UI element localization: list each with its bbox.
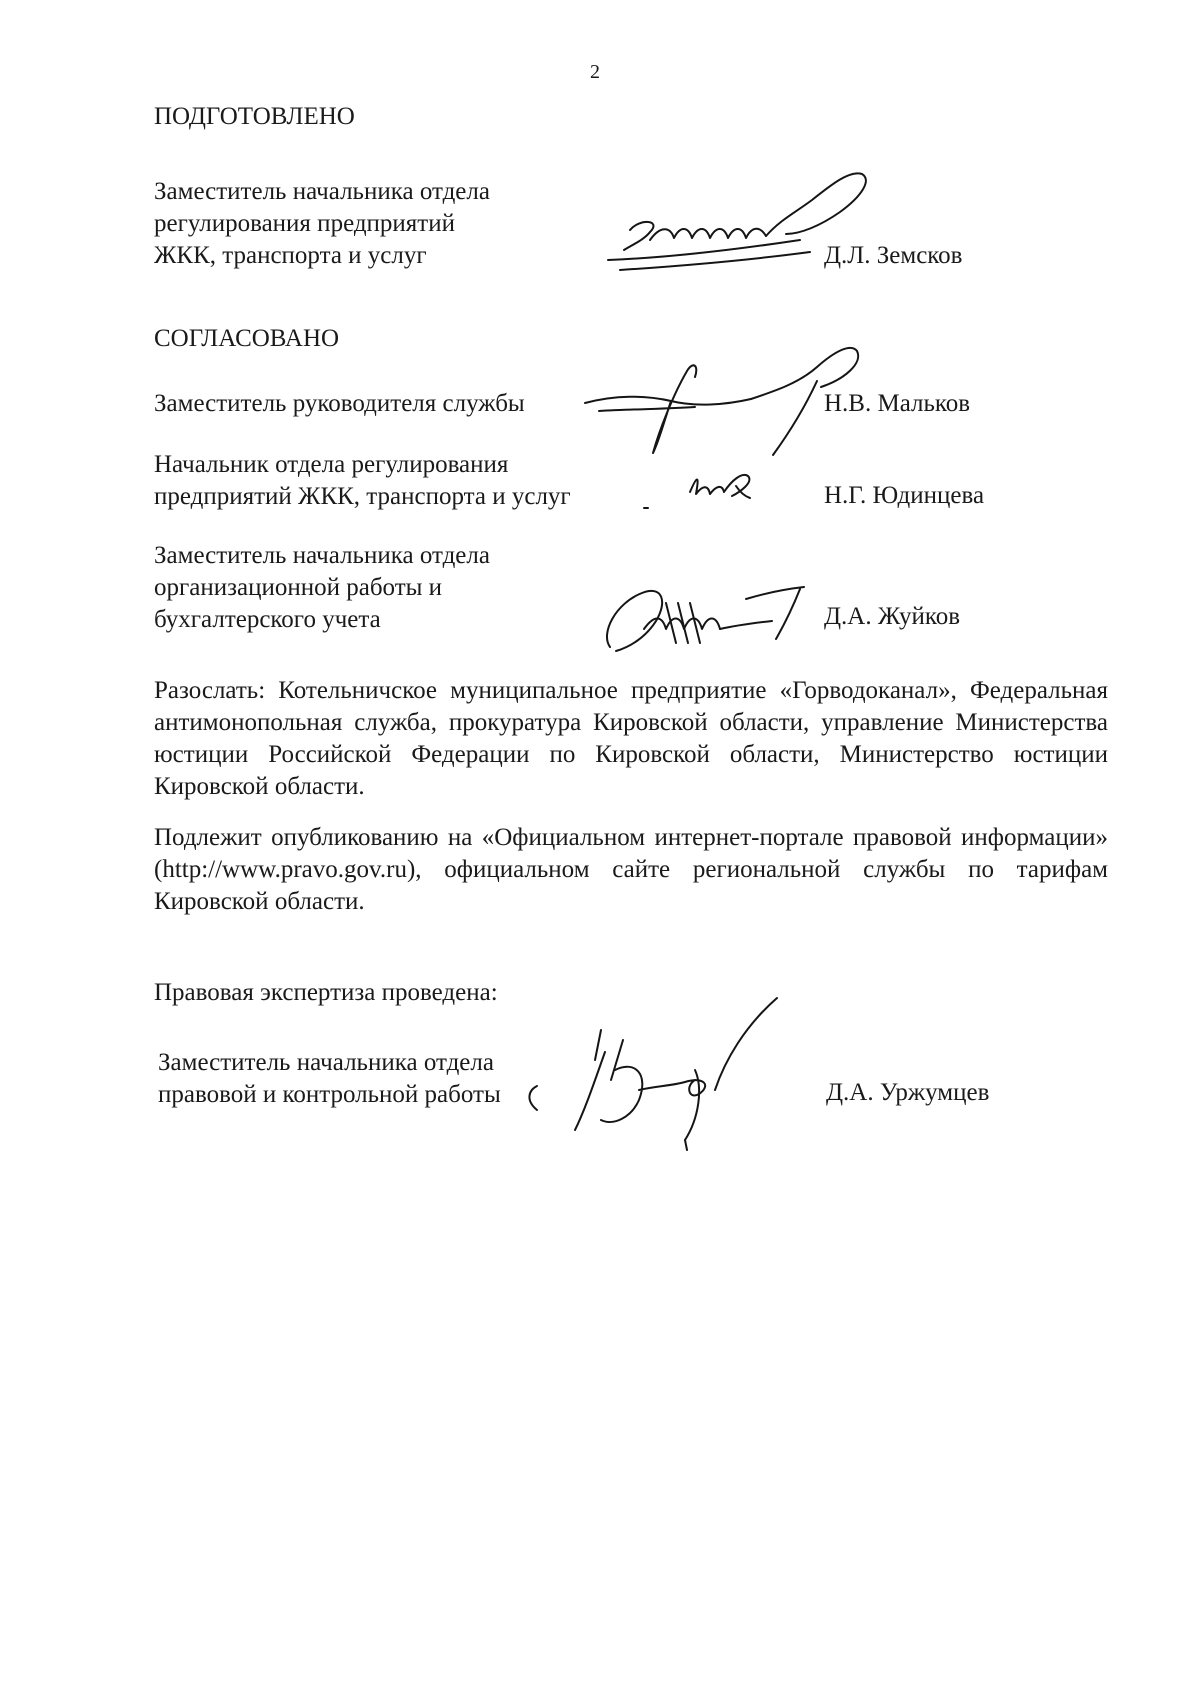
signature-yudintseva [640,462,770,522]
signer-yudintseva-name: Н.Г. Юдинцева [824,482,985,509]
position-line: Начальник отдела регулирования [154,451,509,478]
publication-paragraph: Подлежит опубликованию на «Официальном интернет-портале правовой информации» (http://www.pravo.gov.ru), официальном сайте региональной службы по тарифам Кировской области. [154,824,1108,915]
position-line: регулирования предприятий [154,210,455,237]
signer-yudintseva-position [154,449,571,513]
legal-review-name: Д.А. Уржумцев [826,1079,990,1106]
position-line: Заместитель начальника отдела [154,178,490,205]
position-line: Заместитель начальника отдела [154,542,490,569]
signer-zhuikov-position [154,540,490,636]
legal-review-position [158,1047,501,1111]
prepared-position [154,176,490,272]
signature-zhuikov [596,575,826,665]
position-line: правовой и контрольной работы [158,1081,501,1108]
position-line: организационной работы и [154,574,443,601]
signature-malkov [575,335,865,465]
legal-review-heading: Правовая экспертиза проведена: [154,979,498,1006]
agreed-heading: СОГЛАСОВАНО [154,325,340,352]
signature-urzhumtsev [515,990,805,1160]
distribution-paragraph: Разослать: Котельничское муниципальное предприятие «Горводоканал», Федеральная антимонопольная служба, прокуратура Кировской области, управление Министерства юстиции Российской Федерации по Кировской области, Министерство юстиции Кировской области. [154,677,1108,800]
position-line: ЖКК, транспорта и услуг [154,242,427,269]
signer-malkov-name: Н.В. Мальков [824,390,971,417]
position-line: Заместитель начальника отдела [158,1049,494,1076]
position-line: предприятий ЖКК, транспорта и услуг [154,483,571,510]
page-number: 2 [590,61,600,83]
signer-zhuikov-name: Д.А. Жуйков [824,603,961,630]
position-line: бухгалтерского учета [154,606,381,633]
signer-malkov-position: Заместитель руководителя службы [154,390,525,417]
prepared-name: Д.Л. Земсков [824,242,963,269]
prepared-heading: ПОДГОТОВЛЕНО [154,103,355,130]
